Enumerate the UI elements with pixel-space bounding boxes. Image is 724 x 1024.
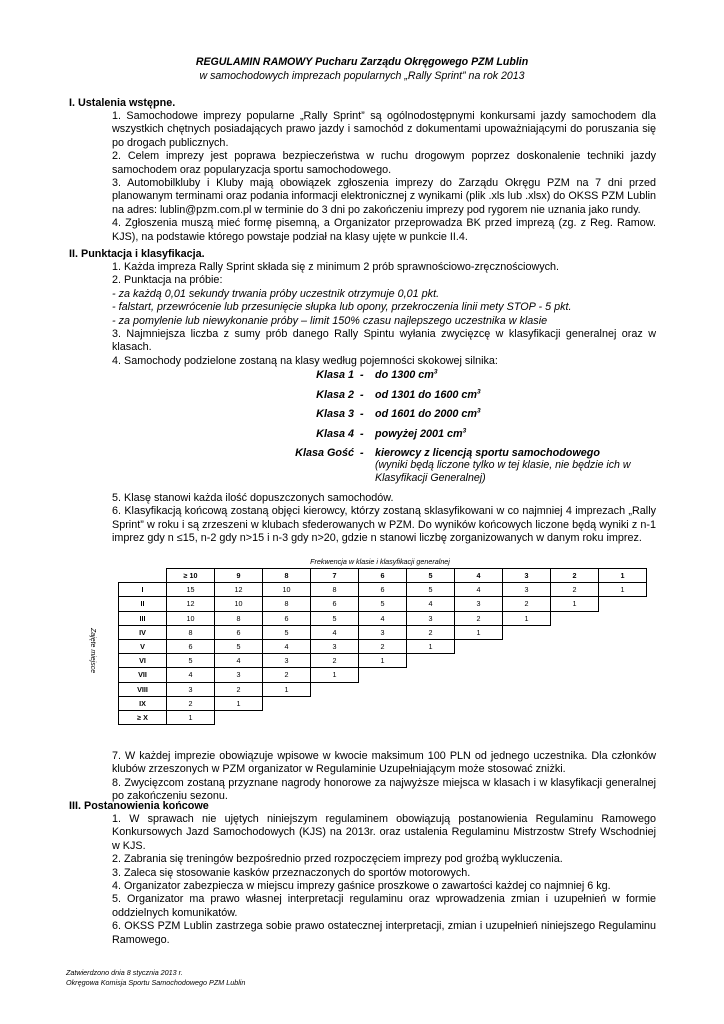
section-1-body: [112, 110, 656, 244]
table-cell: 5: [359, 597, 407, 611]
section-3-paragraph: 1. W sprawach nie ujętych niniejszym regulaminem obowiązują postanowienia Regulaminu Ramowego Konkursowych Jazd Samochodowych (KJS) na 2013r. oraz ustalenia Regulaminu Mistrzostw Strefy Wschodniej w KJS.: [112, 813, 656, 852]
table-cell-empty: [551, 682, 599, 696]
table-cell: 2: [167, 696, 215, 710]
footer: [66, 968, 245, 988]
table-cell: 3: [503, 583, 551, 597]
table-cell: 8: [311, 583, 359, 597]
class-description: od 1301 do 1600 $cm^3$: [375, 388, 481, 401]
table-cell: 8: [167, 625, 215, 639]
table-cell: 4: [311, 625, 359, 639]
table-cell: 4: [215, 654, 263, 668]
table-cell-empty: [551, 639, 599, 653]
table-row: [119, 625, 647, 639]
table-cell: 4: [263, 639, 311, 653]
row-header: VIII: [119, 682, 167, 696]
table-cell: 4: [359, 611, 407, 625]
table-cell: 2: [311, 654, 359, 668]
guest-class-note: (wyniki będą liczone tylko w tej klasie, nie będzie ich w Klasyfikacji Generalnej): [375, 459, 631, 485]
section-3-heading: III. Postanowienia końcowe: [69, 800, 209, 812]
section-1-paragraph: 1. Samochodowe imprezy popularne „Rally Sprint” są ogólnodostępnymi konkursami jazdy samochodem dla wszystkich chętnych posiadających prawo jazdy i samochód z dokumentami upoważniającymi do poruszania się po drogach publicznych.: [112, 110, 656, 149]
table-cell-empty: [551, 668, 599, 682]
table-cell-empty: [311, 696, 359, 710]
table-cell-empty: [503, 668, 551, 682]
section-1-heading: I. Ustalenia wstępne.: [69, 97, 176, 109]
column-header: 5: [407, 569, 455, 583]
table-cell: 12: [167, 597, 215, 611]
table-cell-empty: [503, 639, 551, 653]
table-cell-empty: [599, 639, 647, 653]
column-header: ≥ 10: [167, 569, 215, 583]
table-cell: 12: [215, 583, 263, 597]
class-dash: -: [360, 389, 364, 401]
table-cell: 3: [359, 625, 407, 639]
table-cell-empty: [551, 654, 599, 668]
table-row: [119, 710, 647, 724]
table-cell: 1: [167, 710, 215, 724]
table-cell: 1: [599, 583, 647, 597]
table-cell-empty: [599, 625, 647, 639]
table-cell: 4: [407, 597, 455, 611]
table-cell-empty: [599, 668, 647, 682]
table-cell: 6: [359, 583, 407, 597]
table-row: [119, 597, 647, 611]
table-cell: 3: [167, 682, 215, 696]
section-2-paragraph: 8. Zwycięzcom zostaną przyznane nagrody honorowe za najwyższe miejsca w klasach i w klasyfikacji generalnej po zakończeniu sezonu.: [112, 776, 656, 803]
penalty-rule: - za każdą 0,01 sekundy trwania próby uczestnik otrzymuje 0,01 pkt.: [112, 287, 440, 300]
table-cell-empty: [503, 682, 551, 696]
table-row: [119, 682, 647, 696]
table-cell-empty: [407, 654, 455, 668]
table-cell: 10: [215, 597, 263, 611]
class-name: Klasa Gość: [295, 447, 354, 459]
table-row: [119, 611, 647, 625]
table-cell-empty: [599, 611, 647, 625]
table-cell: 6: [311, 597, 359, 611]
table-cell-empty: [359, 710, 407, 724]
class-dash: -: [360, 408, 364, 420]
row-header: VI: [119, 654, 167, 668]
table-cell-empty: [359, 668, 407, 682]
table-cell: 2: [215, 682, 263, 696]
points-table: [118, 568, 647, 725]
section-2-paragraph: 3. Najmniejsza liczba z sumy prób danego Rally Spintu wyłania zwycięzcę w klasyfikacji generalnej oraz w klasach.: [112, 328, 656, 354]
section-2-paragraph: 6. Klasyfikacją końcową zostaną objęci kierowcy, którzy zostaną sklasyfikowani w co najmniej 4 imprezach „Rally Sprint” w roku i są zrzeszeni w klubach sfederowanych w PZM. Do wyników końcowych liczone będą wyniki z n-1 imprez gdy n ≤15, n-2 gdy n>15 i n-3 gdy n>20, gdzie n stanowi liczbę zorganizowanych w danym roku imprez.: [112, 505, 656, 545]
table-cell: 6: [215, 625, 263, 639]
table-cell: 4: [167, 668, 215, 682]
table-cell: 1: [263, 682, 311, 696]
section-2-heading: II. Punktacja i klasyfikacja.: [69, 248, 205, 260]
table-cell: 1: [215, 696, 263, 710]
table-cell: 3: [455, 597, 503, 611]
table-caption: Frekwencja w klasie i klasyfikacji generalnej: [310, 557, 450, 566]
section-1-paragraph: 2. Celem imprezy jest poprawa bezpieczeństwa w ruchu drogowym poprzez doskonalenie techniki jazdy samochodem oraz popularyzacja sportu samochodowego.: [112, 150, 656, 176]
table-cell-empty: [599, 654, 647, 668]
section-2-paragraph: 4. Samochody podzielone zostaną na klasy według pojemności skokowej silnika:: [112, 354, 498, 367]
row-header: IX: [119, 696, 167, 710]
class-description: powyżej 2001 $cm^3$: [375, 427, 467, 440]
table-cell: 5: [407, 583, 455, 597]
section-1-paragraph: 3. Automobilkluby i Kluby mają obowiązek zgłoszenia imprezy do Zarządu Okręgu PZM na 7 dni przed planowanym terminami oraz podania informacji elektronicznej z wynikami (plik .xls lub .xlsx) do OKSS PZM Lublin na adres: lublin@pzm.com.pl w terminie do 3 dni po zakończeniu imprezy pod rygorem nie uznania jako rundy.: [112, 177, 656, 216]
row-header: III: [119, 611, 167, 625]
row-header: I: [119, 583, 167, 597]
table-cell-empty: [407, 710, 455, 724]
table-cell: 5: [263, 625, 311, 639]
table-cell-empty: [455, 696, 503, 710]
table-cell: 1: [503, 611, 551, 625]
section-3-body: [112, 813, 656, 947]
column-header: 6: [359, 569, 407, 583]
table-cell-empty: [503, 696, 551, 710]
table-cell: 6: [167, 639, 215, 653]
row-header: ≥ X: [119, 710, 167, 724]
column-header: 7: [311, 569, 359, 583]
column-header: 2: [551, 569, 599, 583]
table-cell-empty: [503, 625, 551, 639]
table-cell: 2: [263, 668, 311, 682]
table-cell-empty: [455, 639, 503, 653]
section-2-body-top: [112, 261, 656, 368]
row-header: IV: [119, 625, 167, 639]
section-3-paragraph: 5. Organizator ma prawo własnej interpretacji regulaminu oraz wprowadzenia zmian i uzupełnień w formie oddzielnych komunikatów.: [112, 893, 656, 919]
section-2-paragraph: 2. Punktacja na próbie:: [112, 274, 223, 287]
column-header: 4: [455, 569, 503, 583]
table-row: [119, 639, 647, 653]
table-cell: 8: [263, 597, 311, 611]
column-header: 1: [599, 569, 647, 583]
table-cell: 1: [551, 597, 599, 611]
table-row: [119, 583, 647, 597]
column-header: 3: [503, 569, 551, 583]
table-cell: 2: [407, 625, 455, 639]
table-cell: 5: [311, 611, 359, 625]
section-3-paragraph: 4. Organizator zabezpiecza w miejscu imprezy gaśnice proszkowe o zawartości każdej co najmniej 6 kg.: [112, 880, 611, 893]
section-3-paragraph: 3. Zaleca się stosowanie kasków przeznaczonych do sportów motorowych.: [112, 866, 471, 879]
row-header: V: [119, 639, 167, 653]
table-cell-empty: [215, 710, 263, 724]
table-cell-empty: [599, 710, 647, 724]
class-name: Klasa 4: [316, 428, 354, 440]
section-2-body-mid: [112, 492, 656, 546]
table-cell-empty: [311, 682, 359, 696]
table-cell-empty: [359, 696, 407, 710]
table-side-label: Zajęte miejsce: [89, 628, 96, 674]
table-cell: 3: [311, 639, 359, 653]
class-description: do 1300 $cm^3$: [375, 368, 438, 381]
table-cell: 3: [215, 668, 263, 682]
section-2-paragraph: 7. W każdej imprezie obowiązuje wpisowe w kwocie maksimum 100 PLN od jednego uczestnika. Dla członków klubów zrzeszonych w PZM organizator w Regulaminie Uzupełniającym może stosować zniżki.: [112, 750, 656, 776]
table-cell-empty: [503, 654, 551, 668]
section-2-paragraph: 5. Klasę stanowi każda ilość dopuszczonych samochodów.: [112, 492, 394, 504]
table-cell-empty: [551, 696, 599, 710]
table-cell-empty: [455, 710, 503, 724]
row-header: II: [119, 597, 167, 611]
table-cell-empty: [263, 710, 311, 724]
penalty-rule: - falstart, przewrócenie lub przesunięcie słupka lub opony, przekroczenia linii mety STOP - 5 pkt.: [112, 301, 572, 314]
table-cell-empty: [455, 668, 503, 682]
class-description: kierowcy z licencją sportu samochodowego: [375, 447, 600, 459]
class-dash: -: [360, 447, 364, 459]
penalty-rule: - za pomylenie lub niewykonanie próby – limit 150% czasu najlepszego uczestnika w klasie: [112, 314, 548, 327]
table-row: [119, 654, 647, 668]
table-cell: 3: [407, 611, 455, 625]
table-cell-empty: [455, 682, 503, 696]
table-cell: 10: [263, 583, 311, 597]
table-cell: 8: [215, 611, 263, 625]
table-cell: 1: [311, 668, 359, 682]
table-cell: 3: [263, 654, 311, 668]
section-2-body-bottom: [112, 750, 656, 804]
table-cell: 2: [551, 583, 599, 597]
table-cell-empty: [503, 710, 551, 724]
table-cell: 2: [455, 611, 503, 625]
row-header: VII: [119, 668, 167, 682]
table-cell: 4: [455, 583, 503, 597]
table-cell-empty: [551, 611, 599, 625]
table-cell: 2: [359, 639, 407, 653]
section-2-paragraph: 1. Każda impreza Rally Sprint składa się z minimum 2 prób sprawnościowo-zręcznościowych.: [112, 261, 560, 273]
section-3-paragraph: 2. Zabrania się treningów bezpośrednio przed rozpoczęciem imprezy pod groźbą wykluczenia.: [112, 853, 563, 866]
table-cell: 2: [503, 597, 551, 611]
table-row: [119, 668, 647, 682]
table-corner: [119, 569, 167, 583]
table-header-row: [119, 569, 647, 583]
table-cell-empty: [599, 597, 647, 611]
section-1-paragraph: 4. Zgłoszenia muszą mieć formę pisemną, a Organizator przeprowadza BK przed imprezą (zg. z Reg. Ramow. KJS), na podstawie którego powstaje podział na klasy ujęte w punkcie II.4.: [112, 217, 656, 243]
table-cell-empty: [551, 710, 599, 724]
table-cell: 5: [167, 654, 215, 668]
class-name: Klasa 1: [316, 369, 354, 381]
document-subtitle: w samochodowych imprezach popularnych „Rally Sprint” na rok 2013: [199, 70, 525, 82]
table-cell: 1: [359, 654, 407, 668]
table-cell-empty: [359, 682, 407, 696]
table-cell: 10: [167, 611, 215, 625]
table-cell: 1: [407, 639, 455, 653]
table-cell-empty: [311, 710, 359, 724]
class-dash: -: [360, 428, 364, 440]
class-name: Klasa 2: [316, 389, 354, 401]
table-cell: 5: [215, 639, 263, 653]
table-cell: 1: [455, 625, 503, 639]
table-cell-empty: [407, 696, 455, 710]
table-cell: 6: [263, 611, 311, 625]
table-row: [119, 696, 647, 710]
table-cell-empty: [599, 696, 647, 710]
table-cell-empty: [599, 682, 647, 696]
table-cell: 15: [167, 583, 215, 597]
document-title: REGULAMIN RAMOWY Pucharu Zarządu Okręgowego PZM Lublin: [195, 56, 529, 68]
section-3-paragraph: 6. OKSS PZM Lublin zastrzega sobie prawo ostatecznej interpretacji, zmian i uzupełnień niniejszego Regulaminu Ramowego.: [112, 920, 656, 946]
class-name: Klasa 3: [316, 408, 354, 420]
column-header: 9: [215, 569, 263, 583]
table-cell-empty: [407, 668, 455, 682]
table-cell-empty: [551, 625, 599, 639]
approving-body: Okręgowa Komisja Sportu Samochodowego PZM Lublin: [66, 978, 246, 987]
table-cell-empty: [455, 654, 503, 668]
class-description: od 1601 do 2000 $cm^3$: [375, 407, 481, 420]
class-dash: -: [360, 369, 364, 381]
table-cell-empty: [407, 682, 455, 696]
approval-date: Zatwierdzono dnia 8 stycznia 2013 r.: [66, 968, 183, 977]
column-header: 8: [263, 569, 311, 583]
table-cell-empty: [263, 696, 311, 710]
